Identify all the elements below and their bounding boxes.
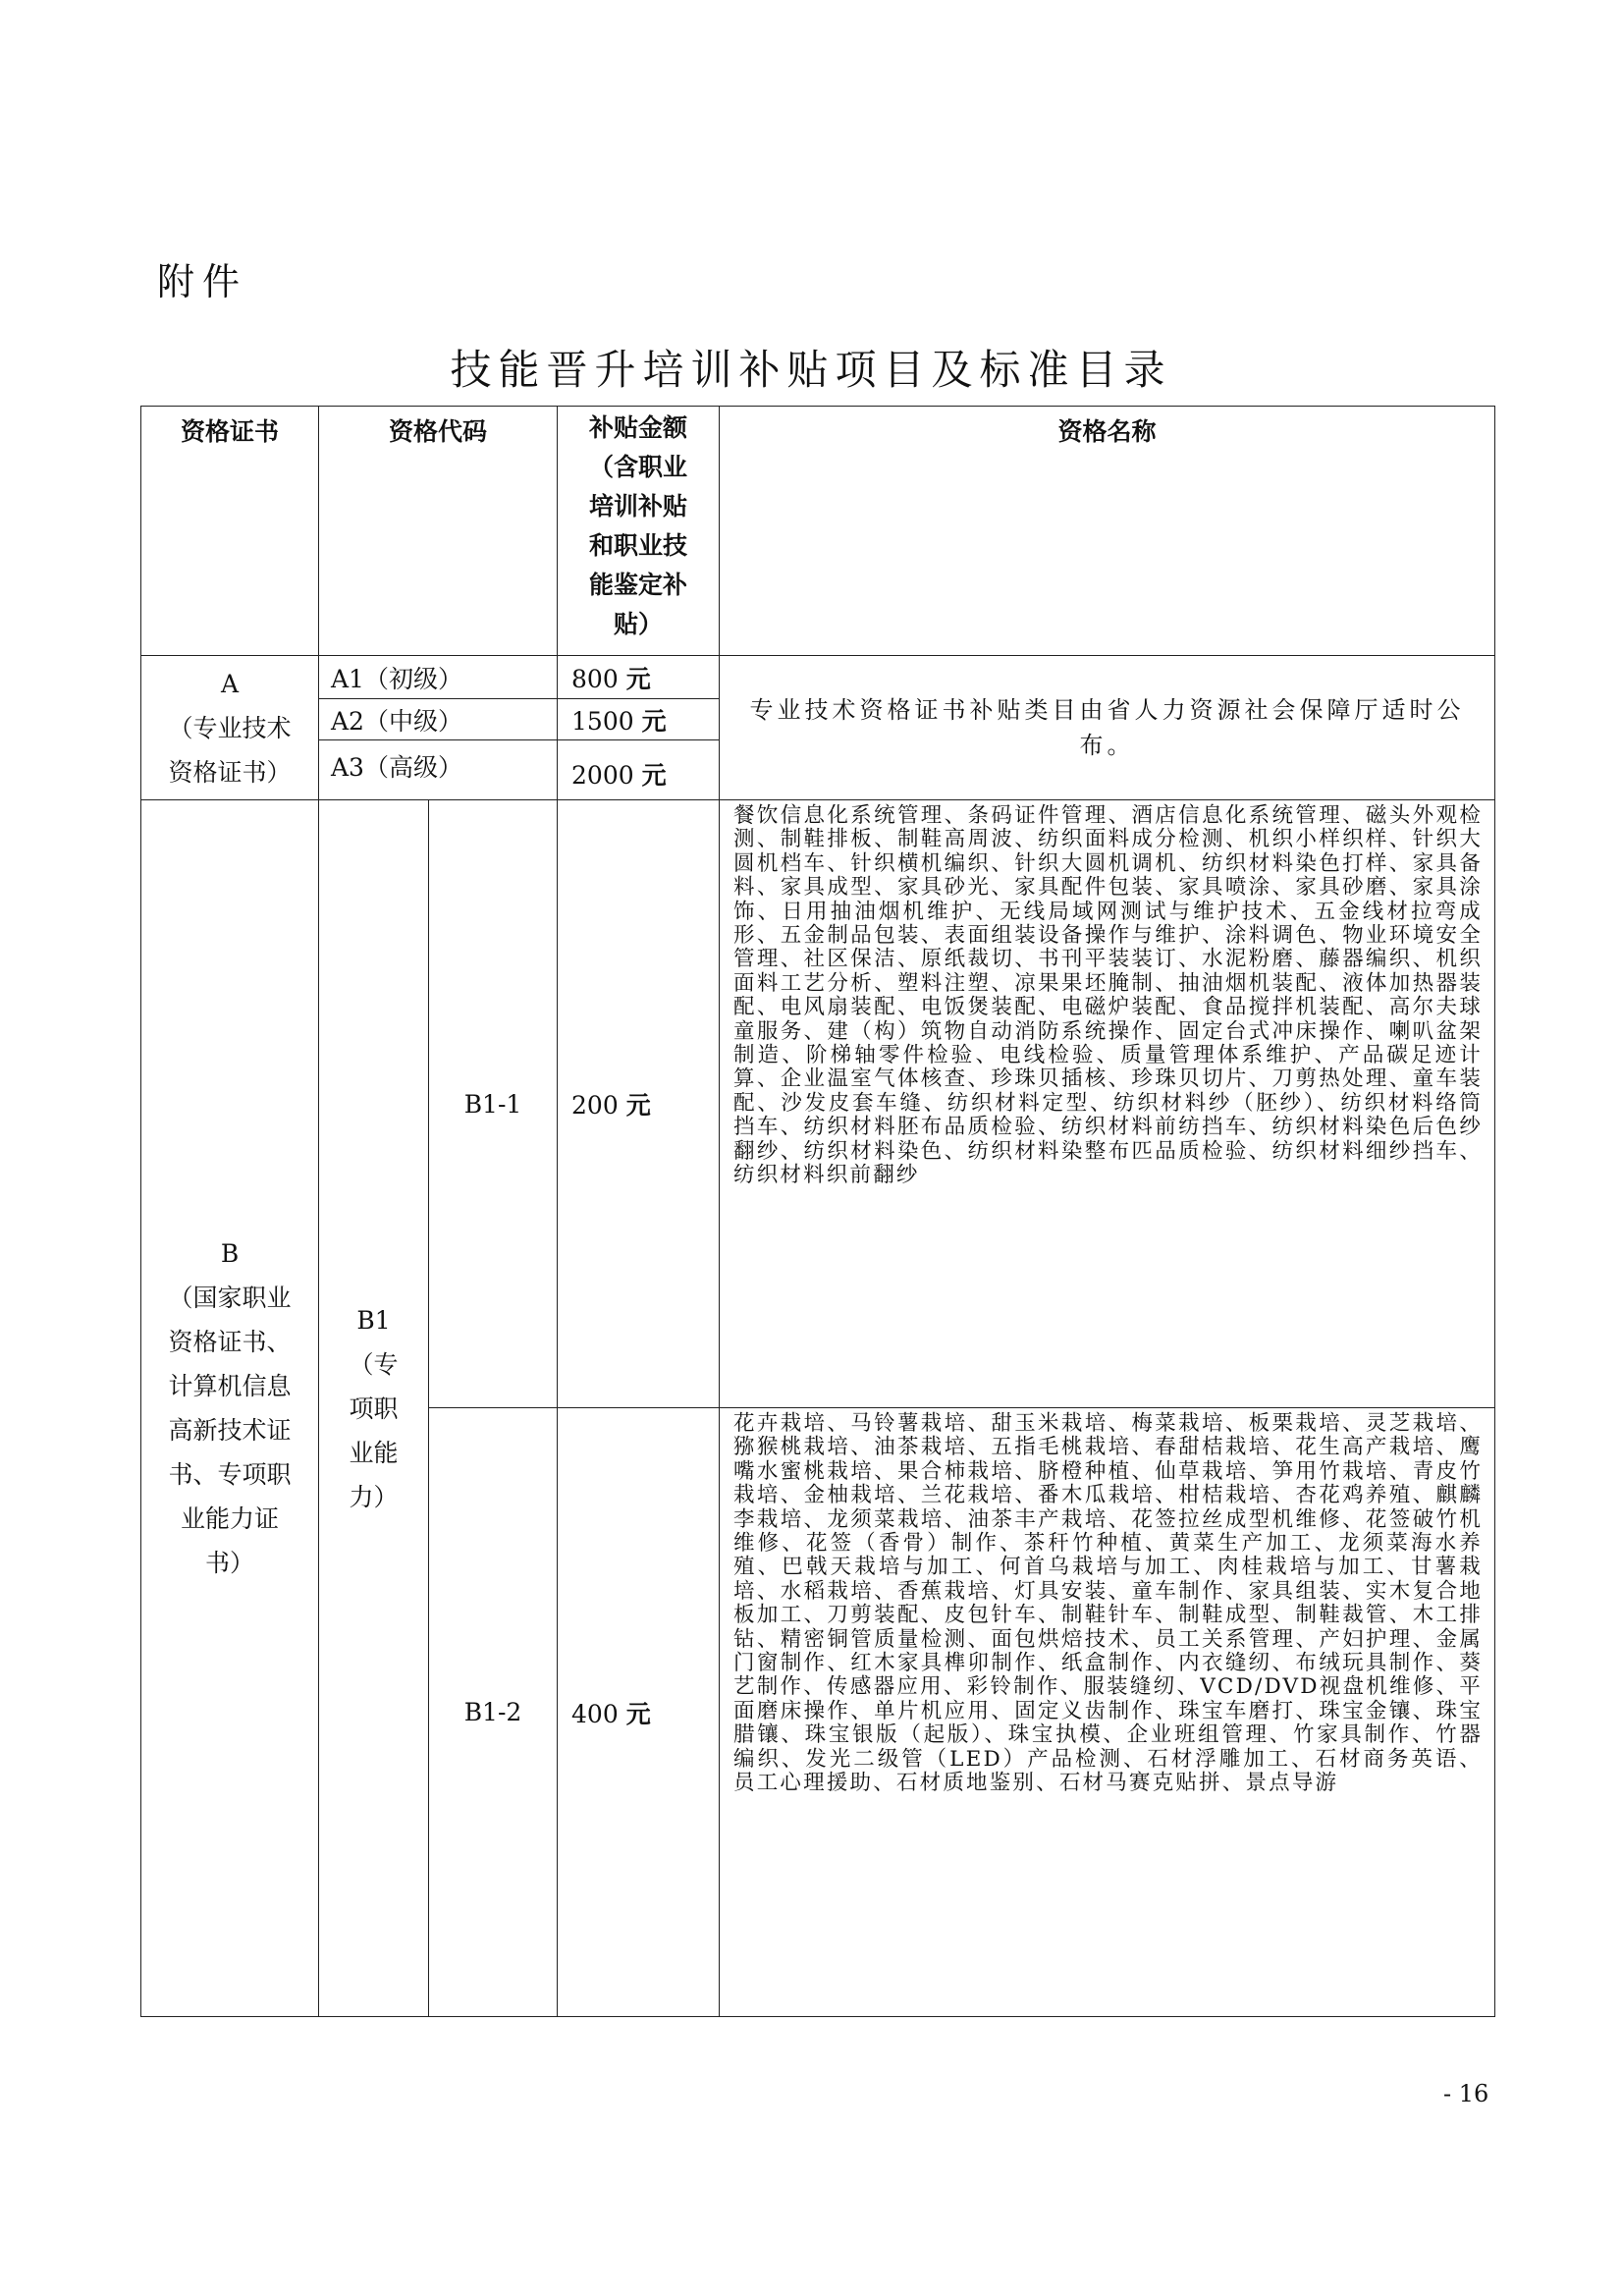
amount-b1-2 xyxy=(558,1408,720,2017)
amount-a3 xyxy=(558,740,720,800)
names-b1-2: 花卉栽培、马铃薯栽培、甜玉米栽培、梅菜栽培、板栗栽培、灵芝栽培、猕猴桃栽培、油茶栽培、五指毛桃栽培、春甜桔栽培、花生高产栽培、鹰嘴水蜜桃栽培、果合柿栽培、脐橙种植、仙草栽培、笋用竹栽培、青皮竹栽培、金柚栽培、兰花栽培、番木瓜栽培、柑桔栽培、杏花鸡养殖、麒麟李栽培、龙须菜栽培、油茶丰产栽培、花签拉丝成型机维修、花签破竹机维修、花签（香骨）制作、茶秆竹种植、黄菜生产加工、龙须菜海水养殖、巴戟天栽培与加工、何首乌栽培与加工、肉桂栽培与加工、甘薯栽培、水稻栽培、香蕉栽培、灯具安装、童车制作、家具组装、实木复合地板加工、刀剪装配、皮包针车、制鞋针车、制鞋成型、制鞋裁管、木工排钻、精密铜管质量检测、面包烘焙技术、员工关系管理、产妇护理、金属门窗制作、红木家具榫卯制作、纸盒制作、内衣缝纫、布绒玩具制作、葵艺制作、传感器应用、彩铃制作、服装缝纫、VCD/DVD视盘机维修、平面磨床操作、单片机应用、固定义齿制作、珠宝车磨打、珠宝金镶、珠宝腊镶、珠宝银版（起版）、珠宝执模、企业班组管理、竹家具制作、竹器编织、发光二级管（LED）产品检测、石材浮雕加工、石材商务英语、员工心理援助、石材质地鉴别、石材马赛克贴拼、景点导游 xyxy=(720,1408,1495,2017)
section-a-label-line: （专业技术 xyxy=(168,713,292,742)
section-b-label-line: 计算机信息 xyxy=(168,1372,292,1400)
b1-code: B1 xyxy=(356,1305,391,1335)
code-level: （中级） xyxy=(363,706,462,736)
header-amount-line: 和职业技 xyxy=(589,531,688,560)
amount-unit: 元 xyxy=(625,1699,651,1728)
subsidy-table xyxy=(140,406,1495,2017)
amount-value: 200 xyxy=(571,1091,619,1120)
section-b1-code xyxy=(319,800,429,2017)
code-a2 xyxy=(319,699,558,740)
amount-unit: 元 xyxy=(641,706,667,736)
amount-value: 1500 xyxy=(571,706,634,736)
b1-label-line: （专 xyxy=(349,1349,399,1379)
code-a1 xyxy=(319,656,558,699)
amount-b1-1 xyxy=(558,800,720,1408)
section-b-letter: B xyxy=(220,1239,240,1268)
table-row xyxy=(141,800,1495,1408)
amount-a2 xyxy=(558,699,720,740)
amount-unit: 元 xyxy=(641,761,667,790)
document-title: 技能晋升培训补贴项目及标准目录 xyxy=(450,346,1172,394)
table-header-row xyxy=(141,407,1495,656)
code-value: A1 xyxy=(331,664,364,693)
section-b-label-line: 书） xyxy=(204,1549,254,1577)
header-amount-line: 培训补贴 xyxy=(589,492,688,520)
amount-value: 2000 xyxy=(571,761,634,790)
section-a-certificate xyxy=(141,656,319,800)
section-b-label-line: 业能力证 xyxy=(180,1504,279,1533)
attachment-label: 附件 xyxy=(157,260,248,303)
header-amount-line: 能鉴定补 xyxy=(589,571,688,599)
section-b-label-line: 高新技术证 xyxy=(168,1416,292,1445)
code-a3 xyxy=(319,740,558,800)
b1-label-line: 项职 xyxy=(349,1394,399,1423)
header-amount-line: 补贴金额 xyxy=(589,413,688,442)
code-value: A2 xyxy=(331,706,364,736)
header-amount-line: （含职业 xyxy=(589,453,688,481)
amount-value: 800 xyxy=(571,664,619,693)
code-level: （初级） xyxy=(363,664,462,693)
table-row xyxy=(141,656,1495,699)
section-b-label-line: 书、专项职 xyxy=(168,1460,292,1489)
header-certificate: 资格证书 xyxy=(141,407,319,656)
names-b1-1: 餐饮信息化系统管理、条码证件管理、酒店信息化系统管理、磁头外观检测、制鞋排板、制鞋高周波、纺织面料成分检测、机织小样织样、针织大圆机档车、针织横机编织、针织大圆机调机、纺织材料染色打样、家具备料、家具成型、家具砂光、家具配件包装、家具喷涂、家具砂磨、家具涂饰、日用抽油烟机维护、无线局域网测试与维护技术、五金线材拉弯成形、五金制品包装、表面组装设备操作与维护、涂料调色、物业环境安全管理、社区保洁、原纸裁切、书刊平装装订、水泥粉磨、藤器编织、机织面料工艺分析、塑料注塑、凉果果坯腌制、抽油烟机装配、液体加热器装配、电风扇装配、电饭煲装配、电磁炉装配、食品搅拌机装配、高尔夫球童服务、建（构）筑物自动消防系统操作、固定台式冲床操作、喇叭盆架制造、阶梯轴零件检验、电线检验、质量管理体系维护、产品碳足迹计算、企业温室气体核查、珍珠贝插核、珍珠贝切片、刀剪热处理、童车装配、沙发皮套车缝、纺织材料定型、纺织材料纱（胚纱）、纺织材料络筒挡车、纺织材料胚布品质检验、纺织材料前纺挡车、纺织材料染色后色纱翻纱、纺织材料染色、纺织材料染整布匹品质检验、纺织材料细纱挡车、纺织材料织前翻纱 xyxy=(720,800,1495,1408)
amount-unit: 元 xyxy=(625,664,651,693)
amount-a1 xyxy=(558,656,720,699)
code-value: A3 xyxy=(331,753,364,782)
section-b-label-line: （国家职业 xyxy=(168,1284,292,1312)
b1-label-line: 业能 xyxy=(349,1438,399,1467)
section-a-label-line: 资格证书） xyxy=(168,757,292,787)
code-level: （高级） xyxy=(363,753,462,782)
header-amount-line: 贴） xyxy=(614,610,664,638)
section-b-label-line: 资格证书、 xyxy=(168,1328,292,1356)
code-b1-1: B1-1 xyxy=(429,800,558,1408)
b1-label-line: 力） xyxy=(349,1482,399,1511)
code-b1-2: B1-2 xyxy=(429,1408,558,2017)
amount-unit: 元 xyxy=(625,1091,651,1120)
page-number: - 16 xyxy=(1443,2080,1489,2107)
amount-value: 400 xyxy=(571,1699,619,1728)
section-b-certificate xyxy=(141,800,319,2017)
header-name: 资格名称 xyxy=(720,407,1495,656)
section-a-name: 专业技术资格证书补贴类目由省人力资源社会保障厅适时公布。 xyxy=(720,656,1495,800)
header-code: 资格代码 xyxy=(319,407,558,656)
header-amount xyxy=(558,407,720,656)
section-a-letter: A xyxy=(220,669,240,698)
